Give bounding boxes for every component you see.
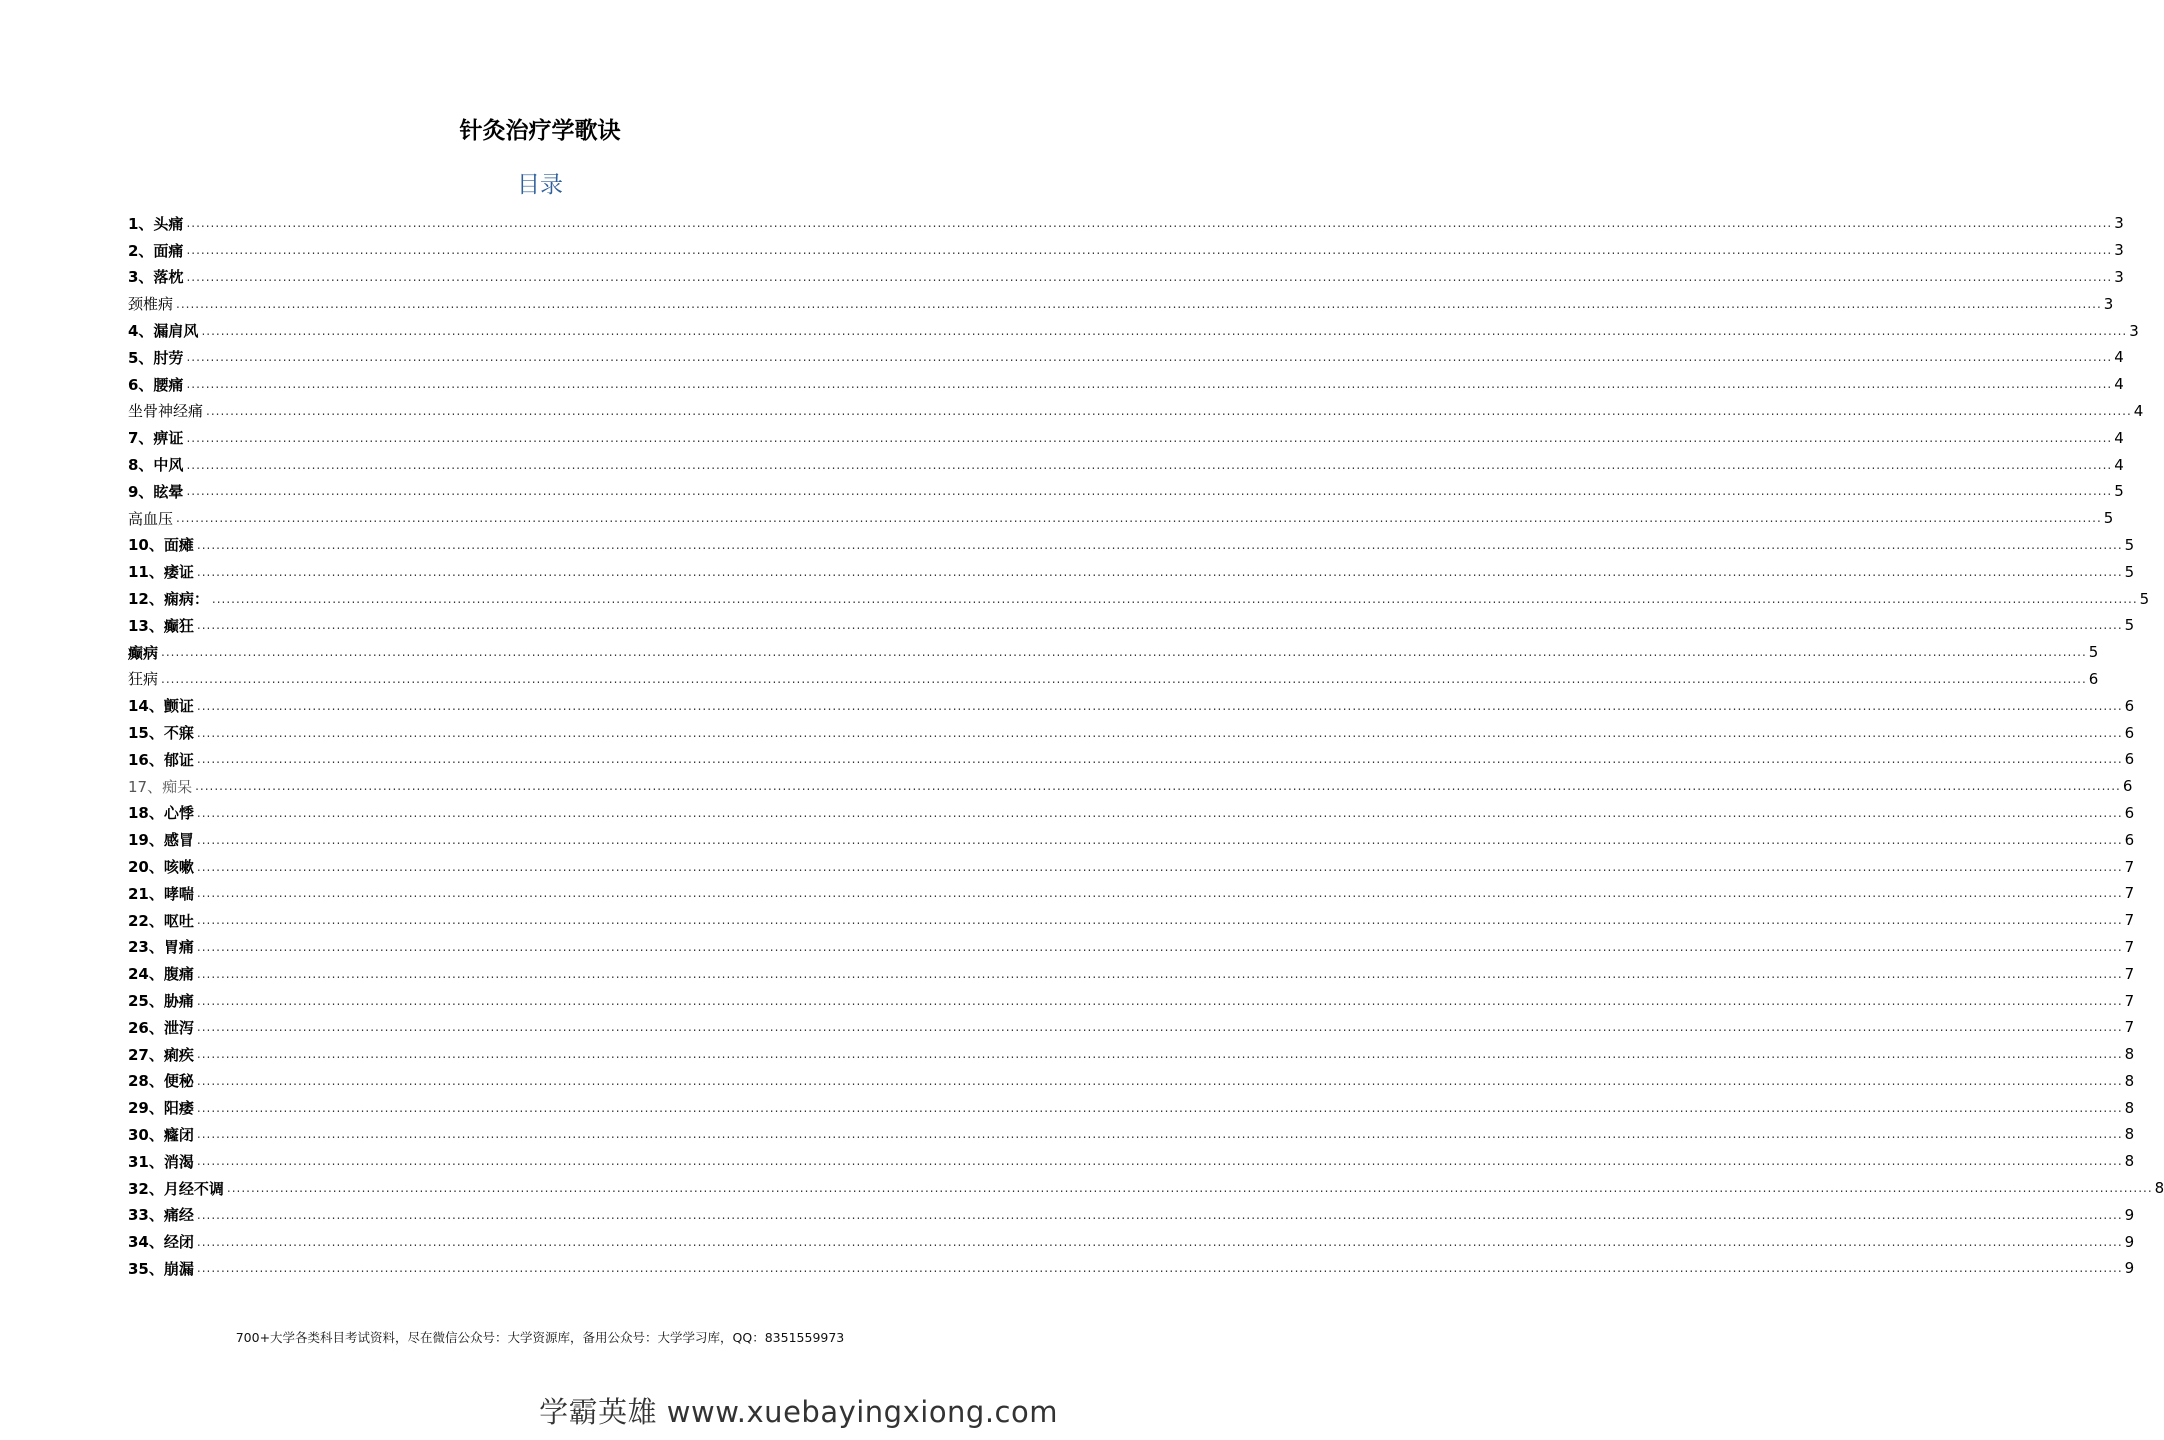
toc-entry[interactable]: [128, 290, 2114, 317]
toc-entry-label: 23、胃痛: [128, 938, 194, 957]
toc-entry[interactable]: [128, 746, 2135, 773]
toc-dot-leader: ................................................................................................................................................................................................................................................................................................................................................................................................................: [176, 296, 2102, 311]
toc-dot-leader: ................................................................................................................................................................................................................................................................................................................................................................................................................: [186, 457, 2113, 472]
toc-dot-leader: ................................................................................................................................................................................................................................................................................................................................................................................................................: [196, 1127, 2123, 1142]
toc-entry[interactable]: [128, 880, 2135, 907]
toc-entry-page: 5: [2139, 589, 2150, 608]
toc-entry-label: 7、痹证: [128, 429, 184, 448]
toc-entry-label: 9、眩晕: [128, 482, 184, 501]
toc-entry-label: 11、痿证: [128, 563, 194, 582]
toc-entry[interactable]: [128, 451, 2124, 478]
toc-entry[interactable]: [128, 907, 2135, 934]
toc-entry-page: 8: [2124, 1098, 2135, 1117]
toc-entry-page: 8: [2124, 1125, 2135, 1144]
toc-entry-label: 28、便秘: [128, 1072, 194, 1091]
toc-entry-label: 35、崩漏: [128, 1259, 194, 1278]
toc-dot-leader: ................................................................................................................................................................................................................................................................................................................................................................................................................: [196, 966, 2123, 981]
toc-entry-page: 7: [2124, 937, 2135, 956]
table-of-contents: [128, 210, 2164, 1282]
toc-entry-label: 12、痫病：: [128, 590, 209, 609]
toc-entry-page: 5: [2088, 643, 2099, 662]
toc-entry-label: 33、痛经: [128, 1206, 194, 1225]
toc-entry-page: 6: [2122, 777, 2133, 796]
toc-entry[interactable]: [128, 1094, 2135, 1121]
toc-dot-leader: ................................................................................................................................................................................................................................................................................................................................................................................................................: [201, 323, 2128, 338]
toc-dot-leader: ................................................................................................................................................................................................................................................................................................................................................................................................................: [196, 1047, 2123, 1062]
toc-entry[interactable]: [128, 1068, 2135, 1095]
toc-entry[interactable]: [128, 1041, 2135, 1068]
toc-entry-label: 13、癫狂: [128, 616, 194, 635]
toc-entry[interactable]: [128, 1121, 2135, 1148]
toc-dot-leader: ................................................................................................................................................................................................................................................................................................................................................................................................................: [186, 216, 2113, 231]
toc-entry-label: 19、感冒: [128, 831, 194, 850]
toc-entry-page: 5: [2114, 482, 2124, 501]
toc-dot-leader: ................................................................................................................................................................................................................................................................................................................................................................................................................: [196, 859, 2123, 874]
toc-entry-label: 21、哮喘: [128, 884, 194, 903]
toc-entry-label: 14、颤证: [128, 697, 194, 716]
toc-entry-page: 4: [2114, 348, 2124, 367]
toc-entry-page: 7: [2124, 911, 2135, 930]
toc-entry-page: 8: [2154, 1179, 2164, 1198]
toc-dot-leader: ................................................................................................................................................................................................................................................................................................................................................................................................................: [186, 269, 2113, 284]
toc-entry[interactable]: [128, 800, 2135, 827]
toc-dot-leader: ................................................................................................................................................................................................................................................................................................................................................................................................................: [196, 618, 2123, 633]
toc-entry-label: 4、漏肩风: [128, 322, 199, 341]
toc-entry[interactable]: [128, 987, 2135, 1014]
toc-entry-page: 5: [2124, 616, 2135, 635]
toc-entry-page: 5: [2103, 509, 2114, 528]
toc-dot-leader: ................................................................................................................................................................................................................................................................................................................................................................................................................: [186, 484, 2113, 499]
footer-note: 700+大学各类科目考试资料，尽在微信公众号：大学资源库，备用公众号：大学学习库，QQ：8351559973: [235, 1330, 845, 1345]
toc-dot-leader: ................................................................................................................................................................................................................................................................................................................................................................................................................: [196, 1234, 2123, 1249]
toc-entry-label: 31、消渴: [128, 1152, 194, 1171]
toc-entry-page: 4: [2133, 401, 2144, 420]
toc-entry[interactable]: [128, 317, 2139, 344]
toc-heading: 目录: [517, 172, 563, 198]
toc-entry[interactable]: [128, 264, 2124, 291]
toc-entry[interactable]: [128, 692, 2135, 719]
toc-dot-leader: ................................................................................................................................................................................................................................................................................................................................................................................................................: [206, 403, 2132, 418]
toc-entry-label: 癫病: [128, 643, 159, 662]
toc-dot-leader: ................................................................................................................................................................................................................................................................................................................................................................................................................: [196, 913, 2123, 928]
toc-entry-page: 6: [2124, 803, 2135, 822]
toc-entry[interactable]: [128, 666, 2099, 693]
toc-entry-label: 颈椎病: [128, 295, 174, 314]
toc-entry-label: 20、咳嗽: [128, 858, 194, 877]
watermark: 学霸英雄 www.xuebayingxiong.com: [539, 1395, 1058, 1429]
toc-entry-page: 6: [2124, 750, 2135, 769]
toc-entry[interactable]: [128, 558, 2135, 585]
toc-entry-label: 25、胁痛: [128, 992, 194, 1010]
toc-entry-page: 3: [2114, 241, 2124, 260]
toc-dot-leader: ................................................................................................................................................................................................................................................................................................................................................................................................................: [195, 779, 2121, 794]
toc-dot-leader: ................................................................................................................................................................................................................................................................................................................................................................................................................: [196, 993, 2123, 1008]
toc-dot-leader: ................................................................................................................................................................................................................................................................................................................................................................................................................: [186, 243, 2113, 258]
toc-entry-page: 4: [2114, 375, 2124, 394]
toc-entry-page: 6: [2124, 696, 2135, 715]
toc-entry-page: 9: [2124, 1205, 2135, 1224]
toc-entry[interactable]: [128, 478, 2124, 505]
toc-entry-page: 7: [2124, 1018, 2135, 1037]
toc-dot-leader: ................................................................................................................................................................................................................................................................................................................................................................................................................: [186, 377, 2113, 392]
toc-dot-leader: ................................................................................................................................................................................................................................................................................................................................................................................................................: [161, 645, 2087, 660]
toc-entry-page: 5: [2124, 562, 2135, 581]
toc-entry[interactable]: [128, 1148, 2135, 1175]
toc-entry[interactable]: [128, 210, 2124, 237]
toc-entry-label: 18、心悸: [128, 804, 194, 823]
toc-entry-label: 34、经闭: [128, 1233, 194, 1252]
toc-entry-page: 5: [2124, 535, 2135, 554]
toc-entry[interactable]: [128, 960, 2135, 987]
toc-dot-leader: ................................................................................................................................................................................................................................................................................................................................................................................................................: [196, 1261, 2123, 1276]
toc-dot-leader: ................................................................................................................................................................................................................................................................................................................................................................................................................: [196, 1073, 2123, 1088]
toc-entry[interactable]: [128, 398, 2144, 425]
toc-entry[interactable]: [128, 371, 2124, 398]
toc-dot-leader: ................................................................................................................................................................................................................................................................................................................................................................................................................: [196, 1020, 2123, 1035]
toc-entry-label: 27、痢疾: [128, 1045, 194, 1064]
toc-entry[interactable]: [128, 237, 2124, 264]
toc-dot-leader: ................................................................................................................................................................................................................................................................................................................................................................................................................: [196, 537, 2123, 552]
toc-entry-label: 17、痴呆: [128, 777, 193, 796]
toc-entry-label: 15、不寐: [128, 724, 194, 743]
toc-dot-leader: ................................................................................................................................................................................................................................................................................................................................................................................................................: [161, 671, 2087, 686]
toc-entry-page: 8: [2124, 1071, 2135, 1090]
toc-entry-page: 4: [2114, 428, 2124, 447]
toc-dot-leader: ................................................................................................................................................................................................................................................................................................................................................................................................................: [196, 564, 2123, 579]
toc-entry-page: 8: [2124, 1152, 2135, 1171]
toc-entry-page: 3: [2114, 214, 2124, 233]
toc-dot-leader: ................................................................................................................................................................................................................................................................................................................................................................................................................: [196, 939, 2123, 954]
toc-entry-label: 32、月经不调: [128, 1179, 224, 1198]
toc-entry[interactable]: [128, 532, 2135, 559]
toc-entry[interactable]: [128, 773, 2133, 800]
toc-entry[interactable]: [128, 344, 2124, 371]
toc-entry[interactable]: [128, 1175, 2164, 1202]
toc-entry[interactable]: [128, 934, 2135, 961]
toc-entry-label: 1、头痛: [128, 214, 184, 233]
toc-entry-label: 16、郁证: [128, 750, 194, 769]
toc-entry-page: 7: [2124, 884, 2135, 903]
toc-entry[interactable]: [128, 1255, 2135, 1282]
toc-entry-label: 24、腹痛: [128, 965, 194, 984]
toc-entry-page: 3: [2114, 267, 2124, 286]
toc-entry-page: 7: [2124, 991, 2135, 1010]
toc-entry[interactable]: [128, 639, 2099, 666]
toc-entry[interactable]: [128, 853, 2135, 880]
toc-entry[interactable]: [128, 505, 2114, 532]
toc-entry-page: 6: [2124, 830, 2135, 849]
toc-dot-leader: ................................................................................................................................................................................................................................................................................................................................................................................................................: [211, 591, 2138, 606]
toc-entry-label: 狂病: [128, 670, 159, 689]
toc-entry-label: 2、面痛: [128, 241, 184, 260]
toc-entry-page: 3: [2129, 321, 2139, 340]
document-title: 针灸治疗学歌诀: [459, 117, 621, 144]
toc-dot-leader: ................................................................................................................................................................................................................................................................................................................................................................................................................: [196, 752, 2123, 767]
toc-entry[interactable]: [128, 424, 2124, 451]
toc-entry-page: 9: [2124, 1259, 2135, 1278]
toc-entry-label: 5、肘劳: [128, 348, 184, 367]
toc-entry-label: 8、中风: [128, 456, 184, 475]
toc-dot-leader: ................................................................................................................................................................................................................................................................................................................................................................................................................: [196, 886, 2123, 901]
toc-entry[interactable]: [128, 1014, 2135, 1041]
toc-entry-page: 6: [2124, 723, 2135, 742]
toc-entry[interactable]: [128, 1201, 2135, 1228]
toc-entry-page: 7: [2124, 857, 2135, 876]
toc-entry-page: 3: [2103, 294, 2114, 313]
toc-entry-page: 6: [2088, 669, 2099, 688]
toc-entry-label: 26、泄泻: [128, 1018, 194, 1037]
toc-dot-leader: ................................................................................................................................................................................................................................................................................................................................................................................................................: [196, 1154, 2123, 1169]
toc-entry-page: 7: [2124, 964, 2135, 983]
toc-entry-label: 30、癃闭: [128, 1125, 194, 1144]
toc-dot-leader: ................................................................................................................................................................................................................................................................................................................................................................................................................: [196, 725, 2123, 740]
toc-entry[interactable]: [128, 826, 2135, 853]
toc-dot-leader: ................................................................................................................................................................................................................................................................................................................................................................................................................: [196, 1100, 2123, 1115]
toc-dot-leader: ................................................................................................................................................................................................................................................................................................................................................................................................................: [186, 430, 2113, 445]
toc-dot-leader: ................................................................................................................................................................................................................................................................................................................................................................................................................: [196, 698, 2123, 713]
toc-entry-label: 29、阳痿: [128, 1099, 194, 1118]
toc-entry[interactable]: [128, 585, 2150, 612]
toc-entry-label: 22、呕吐: [128, 911, 194, 930]
toc-dot-leader: ................................................................................................................................................................................................................................................................................................................................................................................................................: [196, 1207, 2123, 1222]
toc-dot-leader: ................................................................................................................................................................................................................................................................................................................................................................................................................: [186, 350, 2113, 365]
toc-entry-label: 坐骨神经痛: [128, 402, 204, 421]
toc-dot-leader: ................................................................................................................................................................................................................................................................................................................................................................................................................: [196, 832, 2123, 847]
toc-entry-label: 10、面瘫: [128, 536, 194, 555]
toc-entry-label: 3、落枕: [128, 268, 184, 287]
toc-entry-label: 高血压: [128, 509, 174, 528]
toc-dot-leader: ................................................................................................................................................................................................................................................................................................................................................................................................................: [196, 805, 2123, 820]
toc-entry-page: 9: [2124, 1232, 2135, 1251]
toc-entry[interactable]: [128, 1228, 2135, 1255]
toc-entry[interactable]: [128, 612, 2135, 639]
toc-dot-leader: ................................................................................................................................................................................................................................................................................................................................................................................................................: [226, 1181, 2153, 1196]
toc-entry-page: 8: [2124, 1045, 2135, 1064]
toc-entry[interactable]: [128, 719, 2135, 746]
toc-entry-page: 4: [2114, 455, 2124, 474]
toc-dot-leader: ................................................................................................................................................................................................................................................................................................................................................................................................................: [176, 511, 2102, 526]
toc-entry-label: 6、腰痛: [128, 375, 184, 394]
